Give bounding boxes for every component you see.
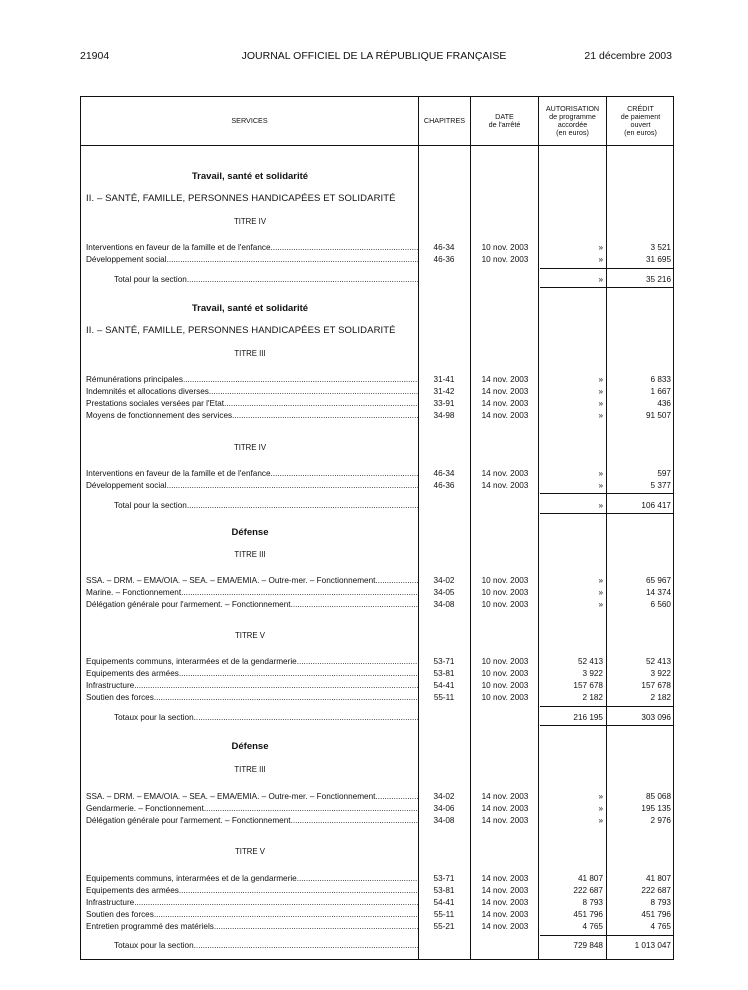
column-header-services: SERVICES [231, 116, 268, 126]
total-row: Total pour la section ..... » 106 417 [81, 500, 675, 512]
titre-heading: TITRE V [235, 631, 265, 640]
total-rule [540, 725, 674, 726]
column-divider [470, 97, 471, 959]
header-divider [81, 145, 673, 146]
section-title: Défense [231, 741, 269, 752]
table-row: Entretien programmé des matériels ..... 55-21 14 nov. 2003 4 765 4 765 [81, 921, 675, 933]
total-rule [540, 513, 674, 514]
table-row: Soutien des forces ..... 55-11 10 nov. 2003 2 182 2 182 [81, 692, 675, 704]
table-row: Délégation générale pour l'armement. – Fonctionnement ..... 34-08 14 nov. 2003 » 2 976 [81, 815, 675, 827]
table-row: Infrastructure ..... 54-41 14 nov. 2003 8 793 8 793 [81, 897, 675, 909]
table-row: Moyens de fonctionnement des services ..... 34-98 14 nov. 2003 » 91 507 [81, 410, 675, 422]
table-row: Equipements des armées ..... 53-81 10 nov. 2003 3 922 3 922 [81, 668, 675, 680]
titre-heading: TITRE V [235, 847, 265, 856]
column-divider [606, 97, 607, 959]
titre-heading: TITRE III [234, 349, 266, 358]
titre-heading: TITRE III [234, 550, 266, 559]
column-divider [538, 97, 539, 959]
total-row: Totaux pour la section ..... 729 848 1 013 047 [81, 940, 675, 952]
column-header-autorisation: AUTORISATION de programme accordée (en euros) [545, 104, 600, 137]
total-rule [540, 935, 674, 936]
titre-heading: TITRE IV [233, 443, 267, 452]
column-header-chapitres: CHAPITRES [423, 116, 466, 126]
column-header-credit: CRÉDIT de paiement ouvert (en euros) [620, 104, 661, 137]
table-row: Prestations sociales versées par l'Etat ..... 33-91 14 nov. 2003 » 436 [81, 398, 675, 410]
table-row: Rémunérations principales ..... 31-41 14 nov. 2003 » 6 833 [81, 374, 675, 386]
titre-heading: TITRE IV [233, 217, 267, 226]
table-row: Développement social ..... 46-36 10 nov. 2003 » 31 695 [81, 254, 675, 266]
table-row: SSA. – DRM. – EMA/OIA. – SEA. – EMA/EMIA. – Outre-mer. – Fonctionnement ..... 34-02 14 nov. 2003 » 85 068 [81, 791, 675, 803]
column-header-date: DATE de l'arrêté [488, 112, 521, 129]
table-row: Indemnités et allocations diverses ..... 31-42 14 nov. 2003 » 1 667 [81, 386, 675, 398]
table-row: Développement social ..... 46-36 14 nov. 2003 » 5 377 [81, 480, 675, 492]
total-rule [540, 287, 674, 288]
journal-title: JOURNAL OFFICIEL DE LA RÉPUBLIQUE FRANÇAISE [241, 50, 507, 62]
table-row: SSA. – DRM. – EMA/OIA. – SEA. – EMA/EMIA. – Outre-mer. – Fonctionnement ..... 34-02 10 nov. 2003 » 65 967 [81, 575, 675, 587]
section-subtitle: II. – SANTÉ, FAMILLE, PERSONNES HANDICAPÉES ET SOLIDARITÉ [86, 193, 396, 204]
table-row: Interventions en faveur de la famille et de l'enfance ..... 46-34 14 nov. 2003 » 597 [81, 468, 675, 480]
page-number: 21904 [80, 50, 110, 62]
section-title: Défense [231, 527, 269, 538]
table-row: Gendarmerie. – Fonctionnement ..... 34-06 14 nov. 2003 » 195 135 [81, 803, 675, 815]
section-subtitle: II. – SANTÉ, FAMILLE, PERSONNES HANDICAPÉES ET SOLIDARITÉ [86, 325, 396, 336]
table-row: Infrastructure ..... 54-41 10 nov. 2003 157 678 157 678 [81, 680, 675, 692]
section-title: Travail, santé et solidarité [191, 303, 309, 314]
total-row: Totaux pour la section ..... 216 195 303 096 [81, 712, 675, 724]
titre-heading: TITRE III [234, 765, 266, 774]
table-row: Délégation générale pour l'armement. – Fonctionnement ..... 34-08 10 nov. 2003 » 6 560 [81, 599, 675, 611]
table-row: Equipements des armées ..... 53-81 14 nov. 2003 222 687 222 687 [81, 885, 675, 897]
table-row: Interventions en faveur de la famille et de l'enfance ..... 46-34 10 nov. 2003 » 3 521 [81, 242, 675, 254]
total-rule [540, 268, 674, 269]
table-row: Marine. – Fonctionnement ..... 34-05 10 nov. 2003 » 14 374 [81, 587, 675, 599]
total-rule [540, 706, 674, 707]
publication-date: 21 décembre 2003 [584, 50, 672, 62]
total-rule [540, 493, 674, 494]
total-row: Total pour la section ..... » 35 216 [81, 274, 675, 286]
section-title: Travail, santé et solidarité [191, 171, 309, 182]
table-row: Equipements communs, interarmées et de la gendarmerie ..... 53-71 14 nov. 2003 41 807 41 807 [81, 873, 675, 885]
table-row: Soutien des forces ..... 55-11 14 nov. 2003 451 796 451 796 [81, 909, 675, 921]
table-row: Equipements communs, interarmées et de la gendarmerie ..... 53-71 10 nov. 2003 52 413 52 413 [81, 656, 675, 668]
credits-table [80, 96, 674, 960]
